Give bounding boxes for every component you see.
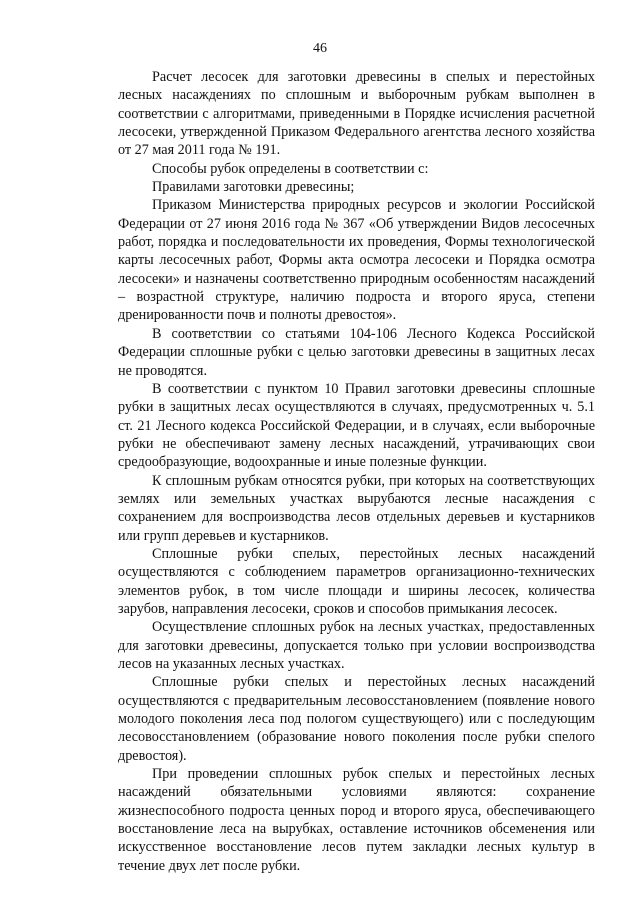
paragraph-forest-code-articles: В соответствии со статьями 104-106 Лесного Кодекса Российской Федерации сплошные рубки с целью заготовки древесины в защитных лесах не проводятся. <box>118 325 595 379</box>
paragraph-clear-cutting-parameters: Сплошные рубки спелых, перестойных лесных насаждений осуществляются с соблюдением параметров организационно-технических элементов рубок, в том числе площади и ширины лесосек, количества зарубов, направления лесосеки, сроков и способов примыкания лесосек. <box>118 545 595 617</box>
page-number: 46 <box>313 41 327 56</box>
paragraph-harvesting-rules: Правилами заготовки древесины; <box>152 179 355 196</box>
paragraph-clear-cutting-definition: К сплошным рубкам относятся рубки, при которых на соответствующих землях или земельных участках вырубаются лесные насаждения с сохранением для воспроизводства лесов отдельных деревьев и кустарников или групп деревьев и кустарников. <box>118 472 595 544</box>
paragraph-cutting-area-calculation: Расчет лесосек для заготовки древесины в спелых и перестойных лесных насаждениях по сплошным и выборочным рубкам выполнен в соответствии с алгоритмами, приведенными в Порядке исчисления расчетной лесосеки, утвержденной Приказом Федерального агентства лесного хозяйства от 27 мая 2011 года № 191. <box>118 69 595 159</box>
paragraph-cutting-methods-intro: Способы рубок определены в соответствии с: <box>152 160 429 177</box>
paragraph-ministry-order: Приказом Министерства природных ресурсов и экологии Российской Федерации от 27 июня 2016 года № 367 «Об утверждении Видов лесосечных работ, порядка и последовательности их проведения, Формы технологической карты лесосечных работ, Формы акта осмотра лесосеки и Порядка осмотра лесосеки» и назначены соответственно природным особенностям насаждений – возрастной структуре, наличию подроста и второго яруса, степени дренированности почв и полноты древостоя». <box>118 197 595 324</box>
paragraph-reforestation-condition: Осуществление сплошных рубок на лесных участках, предоставленных для заготовки древесины, допускается только при условии воспроизводства лесов на указанных лесных участках. <box>118 619 595 672</box>
paragraph-rules-point-10: В соответствии с пунктом 10 Правил заготовки древесины сплошные рубки в защитных лесах осуществляются в случаях, предусмотренных ч. 5.1 ст. 21 Лесного кодекса Российской Федерации, и в случаях, если выборочные рубки не обеспечивают замену лесных насаждений, утрачивающих свои средообразующие, водоохранные и иные полезные функции. <box>118 380 595 471</box>
paragraph-reforestation-types: Сплошные рубки спелых и перестойных лесных насаждений осуществляются с предварительным лесовосстановлением (появление нового молодого поколения леса под пологом существующего) или с последующим лесовосстановлением (образование нового поколения после рубки спелого древостоя). <box>118 674 595 764</box>
paragraph-mandatory-conditions: При проведении сплошных рубок спелых и перестойных лесных насаждений обязательными условиями являются: сохранение жизнеспособного подроста ценных пород и второго яруса, обеспечивающего восстановление леса на вырубках, оставление источников обсеменения или искусственное восстановление лесов путем закладки лесных культур в течение двух лет после рубки. <box>118 766 595 874</box>
document-body <box>118 68 595 875</box>
